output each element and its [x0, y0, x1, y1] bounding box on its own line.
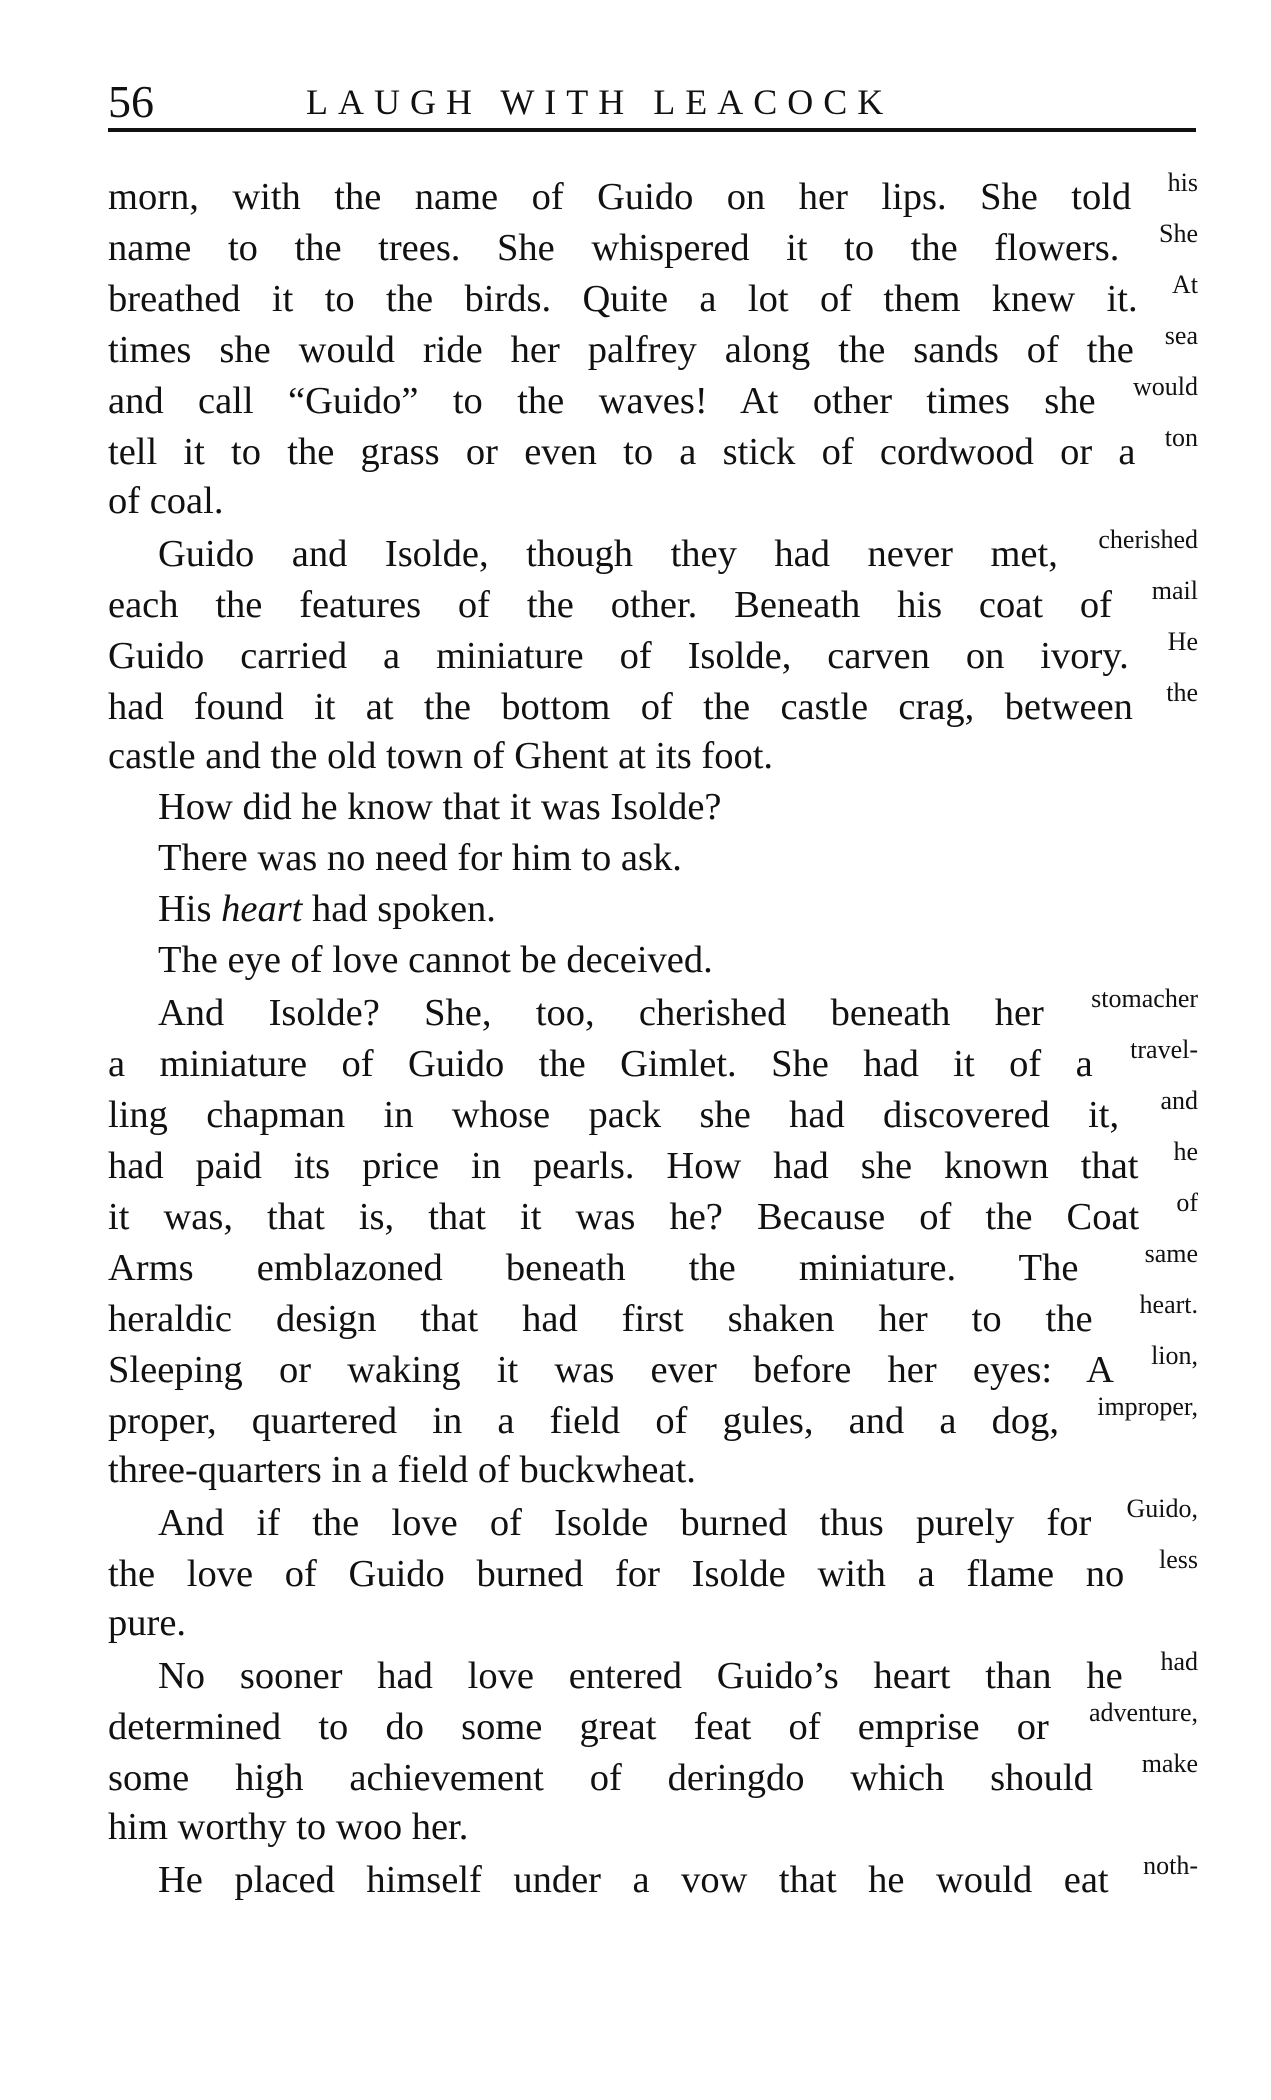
text-line: [108, 1853, 1198, 1904]
line-text: His: [158, 888, 222, 930]
text-line: [108, 323, 1198, 374]
line-text: tell it to the grass or even to a stick of cordwood or a: [108, 431, 1136, 473]
line-text: breathed it to the birds. Quite a lot of them knew it.: [108, 278, 1138, 320]
margin-word: noth-: [1143, 1851, 1199, 1880]
margin-word: and: [1160, 1086, 1199, 1115]
page-number: 56: [108, 76, 154, 127]
line-text: determined to do some great feat of emprise or: [108, 1706, 1049, 1748]
margin-word: stomacher: [1091, 984, 1199, 1013]
text-line: [108, 1598, 1198, 1649]
text-line: [108, 731, 1198, 782]
text-line: [108, 1241, 1198, 1292]
line-text: ling chapman in whose pack she had discovered it,: [108, 1094, 1120, 1136]
line-text: it was, that is, that it was he? Because of the Coat: [108, 1196, 1140, 1238]
page-header: [108, 72, 1188, 132]
text-line: [108, 1496, 1198, 1547]
line-text: name to the trees. She whispered it to the flowers.: [108, 227, 1120, 269]
margin-word: At: [1172, 270, 1199, 299]
line-text: How did he know that it was Isolde?: [158, 786, 722, 828]
line-text: castle and the old town of Ghent at its foot.: [108, 735, 774, 777]
text-line: [108, 884, 1198, 935]
header-rule: [108, 128, 1196, 132]
line-text: proper, quartered in a field of gules, and a dog,: [108, 1400, 1060, 1442]
margin-word: ton: [1164, 423, 1198, 452]
margin-word: mail: [1151, 576, 1199, 605]
margin-word: of: [1176, 1188, 1199, 1217]
text-line: [108, 1751, 1198, 1802]
margin-word: the: [1166, 678, 1199, 707]
text-line: [108, 1190, 1198, 1241]
line-text: morn, with the name of Guido on her lips. She told: [108, 176, 1132, 218]
margin-word: make: [1141, 1749, 1198, 1778]
line-text: Sleeping or waking it was ever before her eyes: A: [108, 1349, 1112, 1391]
text-line: [108, 527, 1198, 578]
line-text: pure.: [108, 1602, 187, 1644]
margin-word: adventure,: [1089, 1698, 1199, 1727]
text-line: [108, 1802, 1198, 1853]
line-text: a miniature of Guido the Gimlet. She had it of a: [108, 1043, 1093, 1085]
line-text: The eye of love cannot be deceived.: [158, 939, 713, 981]
text-line: [108, 425, 1198, 476]
margin-word: heart.: [1139, 1290, 1198, 1319]
margin-word: same: [1144, 1239, 1199, 1268]
margin-word: cherished: [1098, 525, 1199, 554]
margin-word: had: [1160, 1647, 1198, 1676]
body-text: [108, 170, 1198, 1904]
text-line: [108, 1088, 1198, 1139]
text-line: [108, 476, 1198, 527]
line-text: had spoken.: [302, 888, 496, 930]
text-line: [108, 170, 1198, 221]
margin-word: He: [1167, 627, 1198, 656]
line-text: Guido and Isolde, though they had never met,: [158, 533, 1058, 575]
line-text: the love of Guido burned for Isolde with a flame no: [108, 1553, 1125, 1595]
margin-word: travel-: [1130, 1035, 1199, 1064]
line-text: He placed himself under a vow that he would eat: [158, 1859, 1109, 1901]
line-text: Arms emblazoned beneath the miniature. The: [108, 1247, 1079, 1289]
line-text: had found it at the bottom of the castle crag, between: [108, 686, 1133, 728]
text-line: [108, 935, 1198, 986]
text-line: [108, 1292, 1198, 1343]
line-text: Guido carried a miniature of Isolde, carven on ivory.: [108, 635, 1129, 677]
line-text: three-quarters in a field of buckwheat.: [108, 1449, 696, 1491]
text-line: [108, 578, 1198, 629]
text-line: [108, 1700, 1198, 1751]
margin-word: would: [1133, 372, 1199, 401]
margin-word: lion,: [1151, 1341, 1199, 1370]
margin-word: less: [1159, 1545, 1198, 1574]
text-line: [108, 272, 1198, 323]
line-text: some high achievement of deringdo which should: [108, 1757, 1093, 1799]
line-text: And if the love of Isolde burned thus purely for: [158, 1502, 1092, 1544]
text-line: [108, 1547, 1198, 1598]
text-line: [108, 1649, 1198, 1700]
margin-word: he: [1173, 1137, 1198, 1166]
text-line: [108, 1139, 1198, 1190]
line-text: There was no need for him to ask.: [158, 837, 682, 879]
margin-word: his: [1167, 168, 1199, 197]
text-line: [108, 986, 1198, 1037]
running-head: LAUGH WITH LEACOCK: [306, 82, 894, 122]
text-line: [108, 221, 1198, 272]
text-line: [108, 1343, 1198, 1394]
margin-word: She: [1159, 219, 1198, 248]
line-text: each the features of the other. Beneath his coat of: [108, 584, 1112, 626]
line-text: times she would ride her palfrey along the sands of the: [108, 329, 1134, 371]
line-text: had paid its price in pearls. How had she known that: [108, 1145, 1139, 1187]
margin-word: sea: [1164, 321, 1198, 350]
italic-word: heart: [221, 888, 303, 930]
line-text: And Isolde? She, too, cherished beneath her: [158, 992, 1044, 1034]
text-line: [108, 629, 1198, 680]
line-text: No sooner had love entered Guido’s heart than he: [158, 1655, 1123, 1697]
text-line: [108, 782, 1198, 833]
text-line: [108, 680, 1198, 731]
line-text: of coal.: [108, 480, 224, 522]
text-line: [108, 833, 1198, 884]
text-line: [108, 1037, 1198, 1088]
margin-word: Guido,: [1126, 1494, 1198, 1523]
margin-word: improper,: [1097, 1392, 1198, 1421]
text-line: [108, 1394, 1198, 1445]
text-line: [108, 1445, 1198, 1496]
text-line: [108, 374, 1198, 425]
line-text: heraldic design that had first shaken her to the: [108, 1298, 1093, 1340]
line-text: and call “Guido” to the waves! At other times she: [108, 380, 1096, 422]
line-text: him worthy to woo her.: [108, 1806, 469, 1848]
